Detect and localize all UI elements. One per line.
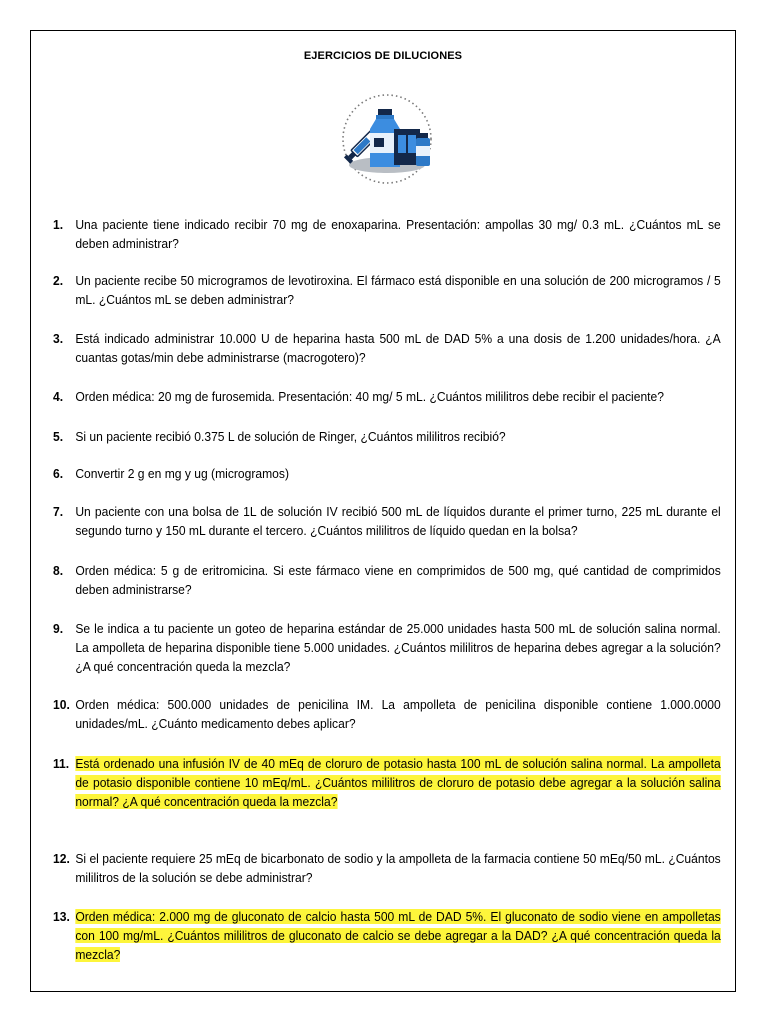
exercise-number: 9.: [53, 621, 64, 636]
exercise-number: 1.: [53, 217, 64, 232]
exercise-number: 6.: [53, 466, 64, 481]
exercise-number: 10.: [53, 697, 70, 712]
medicine-vial-syringe-icon: [334, 91, 440, 187]
exercise-text: Convertir 2 g en mg y ug (microgramos): [75, 466, 289, 481]
exercise-number: 13.: [53, 909, 70, 924]
exercise-item: [53, 329, 721, 367]
exercise-text: Se le indica a tu paciente un goteo de heparina estándar de 25.000 unidades hasta 500 mL de solución salina normal. La ampolleta de heparina disponible tiene 5.000 unidades. ¿Cuántos mililitros de heparina debes agregar a la solución? ¿A qué concentración queda la mezcla?: [75, 621, 721, 674]
exercise-item: [53, 271, 721, 309]
exercise-item: [53, 619, 721, 676]
exercise-number: 4.: [53, 389, 64, 404]
exercise-item: [53, 464, 672, 483]
exercise-item: [53, 695, 721, 733]
exercise-text: Un paciente recibe 50 microgramos de levotiroxina. El fármaco está disponible en una solución de 200 microgramos / 5 mL. ¿Cuántos mL se deben administrar?: [75, 273, 721, 307]
document-page: [30, 30, 736, 992]
exercise-number: 11.: [53, 756, 70, 771]
exercise-number: 7.: [53, 504, 64, 519]
exercise-number: 3.: [53, 331, 64, 346]
exercise-text: Orden médica: 2.000 mg de gluconato de calcio hasta 500 mL de DAD 5%. El gluconato de sodio viene en ampolletas con 100 mg/mL. ¿Cuántos mililitros de gluconato de calcio se debe agregar a la DAD? ¿A qué concentración queda la mezcla?: [75, 909, 721, 962]
exercise-item: [53, 754, 721, 811]
exercise-text: Está ordenado una infusión IV de 40 mEq de cloruro de potasio hasta 100 mL de solución salina normal. La ampolleta de potasio disponible contiene 10 mEq/mL. ¿Cuántos mililitros de cloruro de potasio debe agregar a la solución salina normal? ¿A qué concentración queda la mezcla?: [75, 756, 721, 809]
exercise-number: 12.: [53, 851, 70, 866]
exercise-item: [53, 907, 721, 964]
exercise-item: [53, 849, 721, 887]
exercise-item: [53, 387, 672, 406]
exercise-number: 8.: [53, 563, 64, 578]
exercise-number: 5.: [53, 429, 64, 444]
exercise-item: [53, 427, 672, 446]
exercise-item: [53, 561, 721, 599]
exercise-text: Una paciente tiene indicado recibir 70 mg de enoxaparina. Presentación: ampollas 30 mg/ 0.3 mL. ¿Cuántos mL se deben administrar?: [75, 217, 721, 251]
exercise-text: Si el paciente requiere 25 mEq de bicarbonato de sodio y la ampolleta de la farmacia contiene 50 mEq/50 mL. ¿Cuántos mililitros de la solución se debe administrar?: [75, 851, 721, 885]
exercise-item: [53, 215, 721, 253]
exercise-text: Orden médica: 5 g de eritromicina. Si este fármaco viene en comprimidos de 500 mg, qué cantidad de comprimidos deben administrarse?: [75, 563, 721, 597]
exercise-text: Orden médica: 20 mg de furosemida. Presentación: 40 mg/ 5 mL. ¿Cuántos mililitros debe recibir el paciente?: [75, 389, 664, 404]
exercise-text: Un paciente con una bolsa de 1L de solución IV recibió 500 mL de líquidos durante el primer turno, 225 mL durante el segundo turno y 150 mL durante el tercero. ¿Cuántos mililitros de líquido quedan en la bolsa?: [75, 504, 721, 538]
exercise-number: 2.: [53, 273, 64, 288]
exercise-text: Está indicado administrar 10.000 U de heparina hasta 500 mL de DAD 5% a una dosis de 1.200 unidades/hora. ¿A cuantas gotas/min debe administrarse (macrogotero)?: [75, 331, 721, 365]
exercise-item: [53, 502, 721, 540]
exercise-text: Si un paciente recibió 0.375 L de solución de Ringer, ¿Cuántos mililitros recibió?: [75, 429, 506, 444]
exercise-text: Orden médica: 500.000 unidades de penicilina IM. La ampolleta de penicilina disponible contiene 1.000.0000 unidades/mL. ¿Cuánto medicamento debes aplicar?: [75, 697, 721, 731]
document-title: EJERCICIOS DE DILUCIONES: [303, 50, 463, 62]
